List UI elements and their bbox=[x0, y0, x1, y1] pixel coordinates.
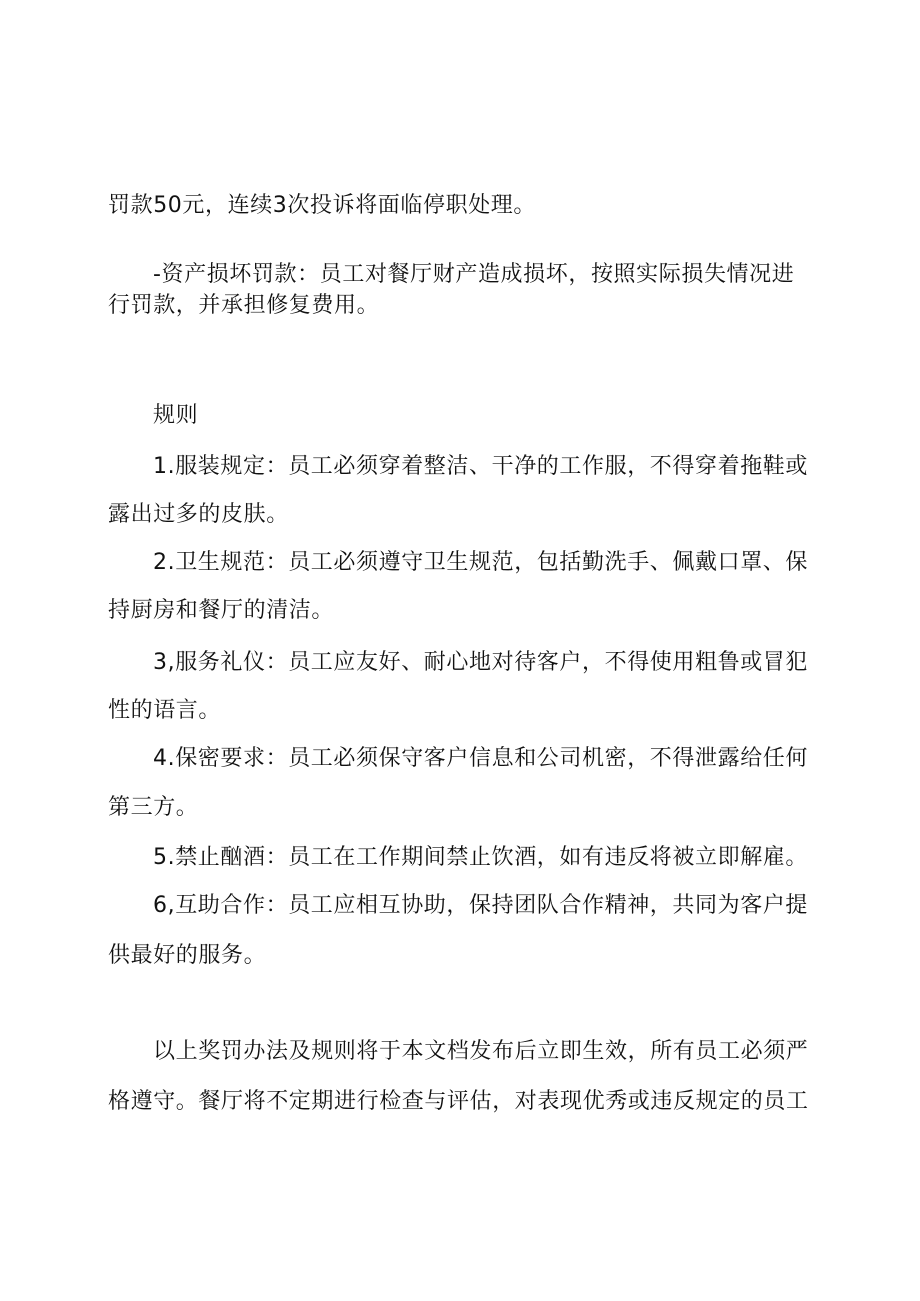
text-line: 格遵守。餐厅将不定期进行检查与评估，对表现优秀或违反规定的员工 bbox=[108, 1089, 809, 1114]
text-line: 4.保密要求：员工必须保守客户信息和公司机密，不得泄露给任何 bbox=[153, 746, 808, 771]
text-line: 6,互助合作：员工应相互协助，保持团队合作精神，共同为客户提 bbox=[153, 893, 808, 918]
text-line: 1.服装规定：员工必须穿着整洁、干净的工作服，不得穿着拖鞋或 bbox=[153, 454, 808, 479]
text-line: 露出过多的皮肤。 bbox=[108, 502, 289, 527]
text-line: -资产损坏罚款：员工对餐厅财产造成损坏，按照实际损失情况进 bbox=[153, 262, 795, 287]
text-line: 行罚款，并承担修复费用。 bbox=[108, 293, 380, 318]
text-line: 罚款50元，连续3次投诉将面临停职处理。 bbox=[108, 193, 536, 218]
text-line: 2.卫生规范：员工必须遵守卫生规范，包括勤洗手、佩戴口罩、保 bbox=[153, 550, 808, 575]
text-line: 第三方。 bbox=[108, 795, 199, 820]
text-line: 持厨房和餐厅的清洁。 bbox=[108, 598, 335, 623]
text-line: 性的语言。 bbox=[108, 698, 222, 723]
text-line: 供最好的服务。 bbox=[108, 943, 267, 968]
text-line: 5.禁止酗酒：员工在工作期间禁止饮酒，如有违反将被立即解雇。 bbox=[153, 845, 808, 870]
text-line: 3,服务礼仪：员工应友好、耐心地对待客户，不得使用粗鲁或冒犯 bbox=[153, 650, 808, 675]
text-line: 以上奖罚办法及规则将于本文档发布后立即生效，所有员工必须严 bbox=[153, 1039, 809, 1064]
section-heading: 规则 bbox=[153, 403, 199, 428]
